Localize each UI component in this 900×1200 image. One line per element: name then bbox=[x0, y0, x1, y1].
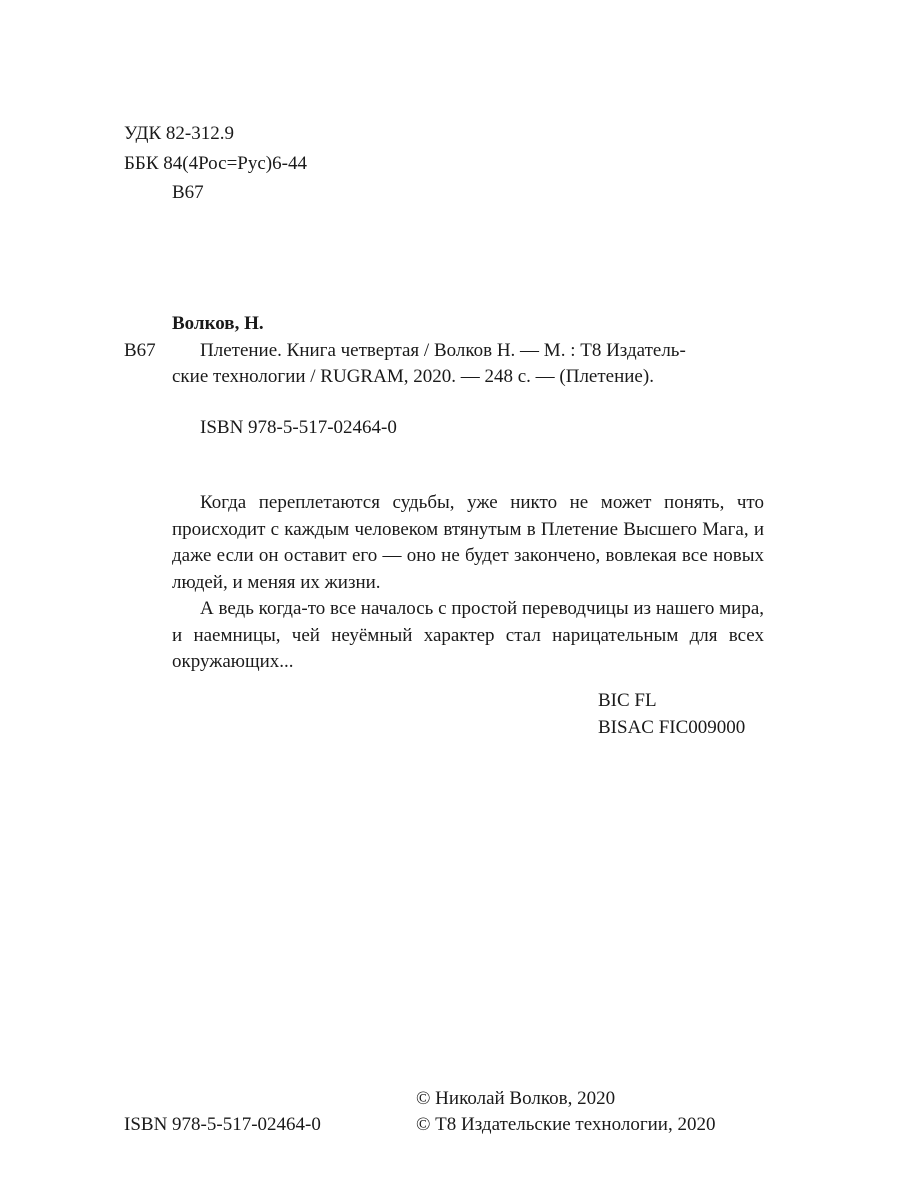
bisac-code: BISAC FIC009000 bbox=[598, 717, 746, 738]
author-sign: В67 bbox=[172, 182, 204, 203]
catalog-description bbox=[172, 338, 772, 390]
footer-isbn: ISBN 978-5-517-02464-0 bbox=[124, 1114, 321, 1135]
copyright-author: © Николай Волков, 2020 bbox=[416, 1088, 616, 1109]
catalog-description-line: Плетение. Книга четвертая / Волков Н. — М. : Т8 Издатель- bbox=[200, 340, 686, 361]
catalog-description-line: ские технологии / RUGRAM, 2020. — 248 с. — (Плетение). bbox=[172, 366, 654, 387]
bbk-code: ББК 84(4Рос=Рус)6-44 bbox=[124, 153, 307, 174]
catalog-author-sign: В67 bbox=[124, 340, 156, 361]
annotation-paragraph: А ведь когда-то все началось с простой переводчицы из нашего мира, и наемницы, чей неуёмный характер стал нарицательным для всех окружающих... bbox=[172, 598, 764, 672]
annotation bbox=[172, 490, 764, 676]
annotation-paragraph: Когда переплетаются судьбы, уже никто не может понять, что происходит с каждым человеком втянутым в Плетение Высшего Мага, и даже если он оставит его — оно не будет закончено, вовлекая все новых людей, и меняя их жизни. bbox=[172, 492, 764, 593]
udk-code: УДК 82-312.9 bbox=[124, 123, 234, 144]
bic-code: BIC FL bbox=[598, 690, 657, 711]
copyright-publisher: © Т8 Издательские технологии, 2020 bbox=[416, 1114, 716, 1135]
catalog-isbn: ISBN 978-5-517-02464-0 bbox=[200, 417, 397, 438]
catalog-author: Волков, Н. bbox=[172, 313, 264, 334]
